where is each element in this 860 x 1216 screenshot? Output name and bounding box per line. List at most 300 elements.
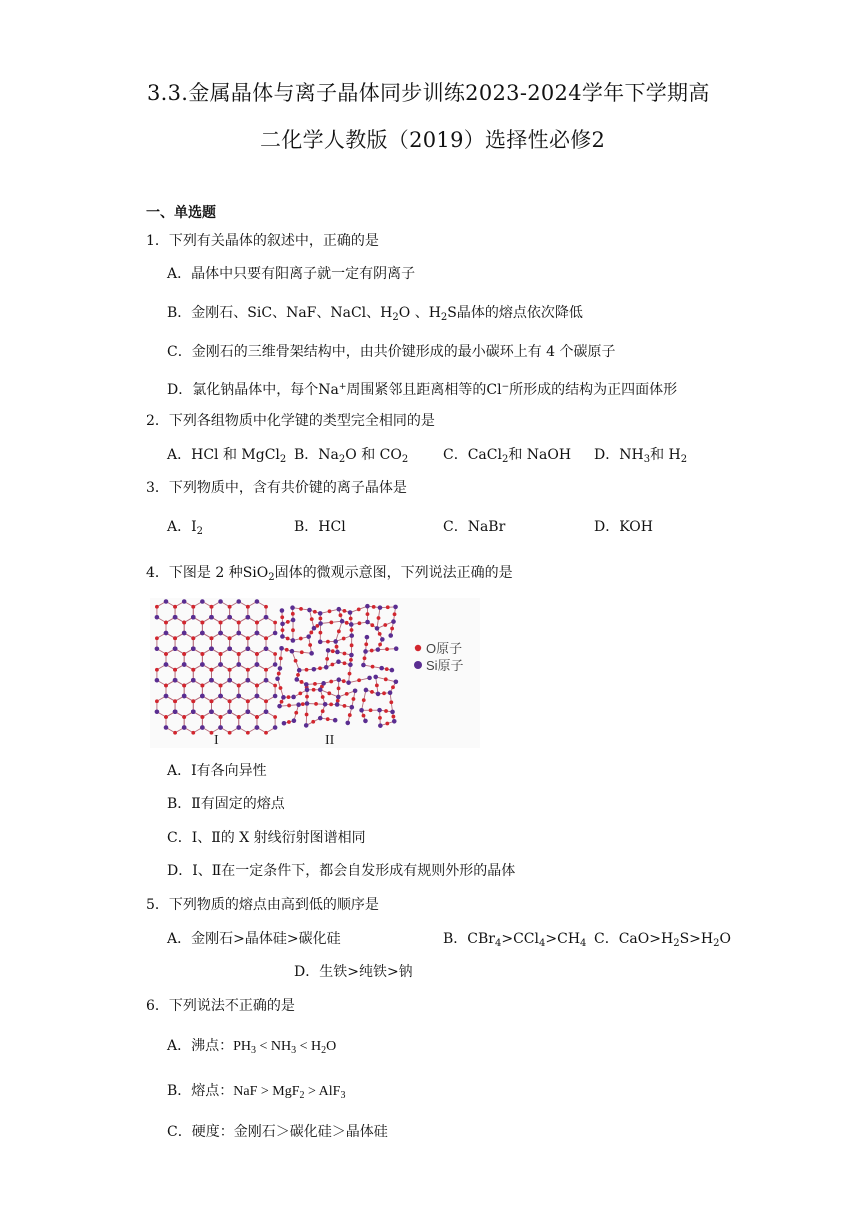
o-atom bbox=[273, 621, 277, 625]
o-atom bbox=[280, 615, 284, 619]
o-atom bbox=[246, 668, 250, 672]
question-1-option-b: B．金刚石、SiC、NaF、NaCl、$H_2O$ 、$H_2S$晶体的熔点依次降低 bbox=[167, 305, 583, 323]
o-atom bbox=[264, 668, 268, 672]
si-atom bbox=[318, 621, 323, 626]
o-atom bbox=[191, 636, 195, 640]
si-atom bbox=[273, 662, 278, 667]
o-atom bbox=[210, 731, 214, 735]
o-atom bbox=[299, 607, 303, 611]
si-atom bbox=[305, 688, 310, 693]
o-atom bbox=[329, 620, 333, 624]
question-6-option-c: C．硬度：金刚石＞碳化硅＞晶体硅 bbox=[167, 1124, 388, 1140]
o-atom bbox=[286, 620, 290, 624]
o-atom bbox=[377, 616, 381, 620]
si-atom bbox=[218, 631, 223, 636]
o-atom bbox=[313, 682, 317, 686]
si-atom bbox=[318, 716, 323, 721]
o-atom bbox=[362, 698, 366, 702]
question-5-option-d: D．生铁>纯铁>钠 bbox=[294, 964, 413, 980]
si-atom bbox=[335, 702, 340, 707]
si-atom bbox=[275, 676, 280, 681]
si-atom bbox=[155, 646, 160, 651]
o-atom bbox=[358, 621, 362, 625]
question-4-option-b: B．Ⅱ有固定的熔点 bbox=[167, 796, 285, 812]
o-atom bbox=[349, 658, 353, 662]
si-atom bbox=[337, 607, 342, 612]
si-atom bbox=[376, 647, 381, 652]
si-atom bbox=[200, 662, 205, 667]
si-atom bbox=[333, 639, 338, 644]
si-atom bbox=[378, 723, 383, 728]
o-atom bbox=[386, 605, 390, 609]
o-atom bbox=[228, 699, 232, 703]
o-atom bbox=[300, 680, 304, 684]
o-atom bbox=[305, 668, 309, 672]
o-atom bbox=[345, 692, 349, 696]
si-atom bbox=[375, 626, 380, 631]
si-atom bbox=[227, 646, 232, 651]
si-atom bbox=[236, 725, 241, 730]
o-atom bbox=[318, 617, 322, 621]
o-atom bbox=[342, 679, 346, 683]
si-atom bbox=[307, 608, 312, 613]
o-atom bbox=[182, 684, 186, 688]
o-atom bbox=[298, 692, 302, 696]
o-atom bbox=[273, 684, 277, 688]
si-atom bbox=[348, 610, 353, 615]
o-atom bbox=[343, 609, 347, 613]
o-atom bbox=[286, 637, 290, 641]
si-atom bbox=[296, 702, 301, 707]
si-atom bbox=[164, 694, 169, 699]
o-atom bbox=[370, 690, 374, 694]
si-atom bbox=[390, 668, 395, 673]
si-atom bbox=[280, 634, 285, 639]
si-atom bbox=[155, 678, 160, 683]
si-atom bbox=[321, 681, 326, 686]
si-atom bbox=[218, 694, 223, 699]
si-atom bbox=[349, 622, 354, 627]
o-atom bbox=[173, 699, 177, 703]
o-atom bbox=[210, 636, 214, 640]
si-atom bbox=[182, 599, 187, 604]
o-atom bbox=[291, 628, 295, 632]
si-atom bbox=[209, 615, 214, 620]
question-6-option-b: B．熔点：NaF > MgF$_2$ > AlF$_3$ bbox=[167, 1083, 346, 1101]
o-atom bbox=[164, 684, 168, 688]
o-atom bbox=[391, 685, 395, 689]
o-atom bbox=[321, 709, 325, 713]
si-atom bbox=[191, 646, 196, 651]
si-atom bbox=[155, 709, 160, 714]
question-5-option-a: A．金刚石>晶体硅>碳化硅 bbox=[167, 931, 341, 947]
o-atom bbox=[385, 722, 389, 726]
o-atom bbox=[305, 695, 309, 699]
o-atom bbox=[291, 612, 295, 616]
si-atom bbox=[191, 678, 196, 683]
si-atom bbox=[323, 702, 328, 707]
si-atom bbox=[246, 646, 251, 651]
si-atom bbox=[365, 635, 370, 640]
question-1-option-a: A．晶体中只要有阳离子就一定有阴离子 bbox=[167, 266, 416, 282]
si-atom bbox=[278, 666, 283, 671]
si-atom bbox=[255, 631, 260, 636]
o-atom bbox=[182, 715, 186, 719]
o-atom bbox=[246, 636, 250, 640]
o-atom bbox=[287, 695, 291, 699]
si-atom bbox=[312, 626, 317, 631]
o-atom bbox=[264, 731, 268, 735]
o-atom bbox=[191, 605, 195, 609]
question-3-option-d: D．KOH bbox=[594, 519, 653, 535]
o-atom bbox=[345, 621, 349, 625]
si-atom bbox=[200, 694, 205, 699]
si-atom bbox=[379, 666, 384, 671]
si-atom bbox=[200, 725, 205, 730]
o-atom bbox=[299, 637, 303, 641]
si-atom bbox=[218, 662, 223, 667]
question-6-option-a: A．沸点：$PH_3 < NH_3 < H_2O$ bbox=[167, 1038, 337, 1056]
si-atom bbox=[380, 637, 385, 642]
si-atom bbox=[306, 634, 311, 639]
si-atom bbox=[236, 662, 241, 667]
question-3-option-b: B．HCl bbox=[294, 519, 346, 535]
o-atom bbox=[385, 667, 389, 671]
o-atom bbox=[237, 715, 241, 719]
o-atom bbox=[300, 650, 304, 654]
o-atom bbox=[309, 631, 313, 635]
si-atom bbox=[182, 631, 187, 636]
question-3-option-a: A．$I_2$ bbox=[167, 519, 204, 537]
o-atom bbox=[384, 709, 388, 713]
o-atom bbox=[273, 652, 277, 656]
o-atom bbox=[273, 715, 277, 719]
o-atom bbox=[348, 672, 352, 676]
o-atom bbox=[335, 645, 339, 649]
si-atom bbox=[282, 721, 287, 726]
si-atom bbox=[227, 615, 232, 620]
o-atom bbox=[357, 607, 361, 611]
si-atom bbox=[173, 678, 178, 683]
o-atom bbox=[325, 657, 329, 661]
o-atom bbox=[219, 684, 223, 688]
si-atom bbox=[255, 694, 260, 699]
o-atom bbox=[372, 605, 376, 609]
question-4-option-d: D．Ⅰ、Ⅱ在一定条件下，都会自发形成有规则外形的晶体 bbox=[167, 863, 516, 879]
o-atom bbox=[279, 686, 283, 690]
o-atom bbox=[328, 609, 332, 613]
o-atom bbox=[155, 668, 159, 672]
question-2-stem: 2．下列各组物质中化学键的类型完全相同的是 bbox=[146, 413, 435, 429]
o-atom bbox=[337, 629, 341, 633]
si-atom bbox=[290, 649, 295, 654]
si-atom bbox=[390, 710, 395, 715]
si-atom bbox=[279, 646, 284, 651]
si-atom bbox=[291, 695, 296, 700]
si-atom bbox=[388, 633, 393, 638]
si-atom bbox=[365, 604, 370, 609]
si-atom bbox=[364, 688, 369, 693]
si-atom bbox=[292, 718, 297, 723]
o-atom bbox=[264, 636, 268, 640]
si-atom bbox=[394, 646, 399, 651]
si-atom bbox=[191, 709, 196, 714]
o-atom bbox=[287, 704, 291, 708]
si-atom bbox=[227, 709, 232, 714]
o-atom bbox=[228, 605, 232, 609]
si-atom bbox=[304, 682, 309, 687]
o-atom bbox=[200, 652, 204, 656]
o-atom bbox=[331, 649, 335, 653]
question-2-option-a: A．HCl 和 MgCl$_2$ bbox=[167, 447, 287, 465]
o-atom bbox=[191, 699, 195, 703]
si-atom bbox=[280, 608, 285, 613]
o-atom bbox=[182, 652, 186, 656]
si-atom bbox=[255, 662, 260, 667]
o-atom bbox=[329, 702, 333, 706]
si-atom bbox=[280, 622, 285, 627]
o-atom bbox=[326, 717, 330, 721]
o-atom bbox=[327, 691, 331, 695]
o-atom bbox=[364, 642, 368, 646]
si-atom bbox=[164, 725, 169, 730]
o-atom bbox=[326, 640, 330, 644]
si-atom bbox=[377, 708, 382, 713]
o-atom bbox=[155, 699, 159, 703]
si-atom bbox=[246, 709, 251, 714]
legend-o-label: O原子 bbox=[426, 641, 463, 656]
si-atom bbox=[348, 662, 353, 667]
o-atom bbox=[246, 605, 250, 609]
o-atom bbox=[389, 700, 393, 704]
si-atom bbox=[388, 690, 393, 695]
question-2-option-d: D．$NH_3$和 $H_2$ bbox=[594, 447, 688, 465]
o-atom bbox=[384, 677, 388, 681]
o-atom bbox=[343, 661, 347, 665]
si-atom bbox=[394, 679, 399, 684]
o-atom bbox=[237, 652, 241, 656]
o-atom bbox=[370, 649, 374, 653]
si-atom bbox=[173, 646, 178, 651]
o-atom bbox=[285, 648, 289, 652]
o-atom bbox=[382, 691, 386, 695]
o-atom bbox=[313, 610, 317, 614]
question-5-option-c: C．$CaO>H_2S>H_2O$ bbox=[594, 931, 731, 949]
o-atom bbox=[329, 680, 333, 684]
section-heading: 一、单选题 bbox=[146, 205, 216, 221]
si-atom bbox=[173, 615, 178, 620]
si-atom bbox=[218, 725, 223, 730]
question-1-stem: 1．下列有关晶体的叙述中，正确的是 bbox=[146, 233, 379, 249]
si-atom bbox=[182, 725, 187, 730]
si-atom bbox=[335, 650, 340, 655]
o-atom bbox=[342, 637, 346, 641]
o-atom bbox=[308, 643, 312, 647]
si-atom bbox=[291, 638, 296, 643]
formula-boiling-points: $PH_3 < NH_3 < H_2O$ bbox=[233, 1039, 337, 1056]
o-atom bbox=[305, 713, 309, 717]
o-atom bbox=[219, 652, 223, 656]
si-atom bbox=[227, 678, 232, 683]
o-atom bbox=[155, 636, 159, 640]
question-1-option-c: C．金刚石的三维骨架结构中，由共价键形成的最小碳环上有 4 个碳原子 bbox=[167, 344, 616, 360]
o-atom bbox=[321, 695, 325, 699]
o-atom bbox=[352, 697, 356, 701]
o-atom bbox=[255, 652, 259, 656]
si-atom bbox=[349, 653, 354, 658]
si-atom bbox=[294, 677, 299, 682]
formula-melting-points: NaF > MgF$_2$ > AlF$_3$ bbox=[233, 1084, 346, 1101]
o-atom bbox=[200, 715, 204, 719]
si-atom bbox=[209, 709, 214, 714]
si-atom bbox=[336, 695, 341, 700]
si-atom bbox=[340, 619, 345, 624]
si-atom bbox=[353, 689, 358, 694]
o-atom bbox=[366, 612, 370, 616]
si-atom bbox=[264, 615, 269, 620]
si-atom bbox=[393, 605, 398, 610]
si-atom bbox=[297, 668, 302, 673]
si-atom bbox=[164, 631, 169, 636]
o-atom bbox=[191, 668, 195, 672]
o-atom bbox=[164, 652, 168, 656]
o-atom bbox=[173, 636, 177, 640]
o-atom bbox=[228, 636, 232, 640]
si-atom bbox=[367, 676, 372, 681]
o-atom bbox=[294, 659, 298, 663]
si-atom bbox=[359, 708, 364, 713]
o-atom bbox=[287, 720, 291, 724]
question-3-stem: 3．下列物质中，含有共价键的离子晶体是 bbox=[146, 480, 407, 496]
si-atom bbox=[277, 704, 282, 709]
o-atom bbox=[294, 711, 298, 715]
figure-label-1: I bbox=[214, 733, 219, 748]
si-atom bbox=[209, 646, 214, 651]
o-atom bbox=[385, 647, 389, 651]
legend-si-dot bbox=[414, 661, 422, 669]
o-atom bbox=[264, 699, 268, 703]
o-atom bbox=[393, 612, 397, 616]
question-5-option-b: B．$CBr_4>CCl_4>CH_4$ bbox=[443, 931, 587, 949]
si-atom bbox=[365, 620, 370, 625]
si-atom bbox=[173, 709, 178, 714]
o-atom bbox=[277, 672, 281, 676]
o-atom bbox=[237, 684, 241, 688]
question-1-option-d: D．氯化钠晶体中，每个Na+周围紧邻且距离相等的Cl−所形成的结构为正四面体形 bbox=[167, 382, 678, 398]
title-line-2: 二化学人教版（2019）选择性必修2 bbox=[260, 128, 606, 152]
o-atom bbox=[343, 704, 347, 708]
o-atom bbox=[173, 731, 177, 735]
o-atom bbox=[339, 613, 343, 617]
si-atom bbox=[361, 663, 366, 668]
o-atom bbox=[210, 699, 214, 703]
o-atom bbox=[370, 623, 374, 627]
si-atom bbox=[363, 719, 368, 724]
si-atom bbox=[155, 615, 160, 620]
si-atom bbox=[273, 694, 278, 699]
si-atom bbox=[255, 599, 260, 604]
si-atom bbox=[318, 687, 323, 692]
si-atom bbox=[333, 718, 338, 723]
figure-label-2: II bbox=[325, 733, 335, 748]
o-atom bbox=[371, 665, 375, 669]
si-atom bbox=[281, 695, 286, 700]
o-atom bbox=[391, 715, 395, 719]
si-atom bbox=[324, 665, 329, 670]
si-atom bbox=[350, 705, 355, 710]
o-atom bbox=[255, 621, 259, 625]
o-atom bbox=[219, 715, 223, 719]
si-atom bbox=[182, 662, 187, 667]
si-atom bbox=[326, 648, 331, 653]
legend-si-label: Si原子 bbox=[426, 658, 464, 673]
o-atom bbox=[348, 713, 352, 717]
o-atom bbox=[182, 621, 186, 625]
o-atom bbox=[357, 678, 361, 682]
si-atom bbox=[373, 675, 378, 680]
o-atom bbox=[350, 643, 354, 647]
o-atom bbox=[246, 699, 250, 703]
si-atom bbox=[318, 640, 323, 645]
si-atom bbox=[236, 599, 241, 604]
o-atom bbox=[343, 652, 347, 656]
si-atom bbox=[164, 662, 169, 667]
question-4-option-c: C．Ⅰ、Ⅱ的 X 射线衍射图谱相同 bbox=[167, 830, 366, 846]
o-atom bbox=[200, 684, 204, 688]
si-atom bbox=[264, 678, 269, 683]
o-atom bbox=[312, 688, 316, 692]
o-atom bbox=[255, 684, 259, 688]
si-atom bbox=[312, 667, 317, 672]
si-atom bbox=[164, 599, 169, 604]
o-atom bbox=[246, 731, 250, 735]
si-atom bbox=[273, 631, 278, 636]
title-line-1: 3.3.金属晶体与离子晶体同步训练2023-2024学年下学期高 bbox=[147, 81, 710, 105]
si-atom bbox=[236, 694, 241, 699]
si-atom bbox=[349, 633, 354, 638]
o-atom bbox=[378, 643, 382, 647]
si-atom bbox=[236, 631, 241, 636]
si-atom bbox=[291, 618, 296, 623]
si-atom bbox=[363, 649, 368, 654]
sio2-structure-figure bbox=[150, 598, 480, 748]
si-atom bbox=[378, 605, 383, 610]
o-atom bbox=[219, 621, 223, 625]
si-atom bbox=[392, 719, 397, 724]
o-atom bbox=[378, 632, 382, 636]
o-atom bbox=[173, 668, 177, 672]
si-atom bbox=[218, 599, 223, 604]
si-atom bbox=[309, 651, 314, 656]
o-atom bbox=[362, 714, 366, 718]
o-atom bbox=[314, 702, 318, 706]
si-atom bbox=[200, 599, 205, 604]
o-atom bbox=[311, 720, 315, 724]
o-atom bbox=[378, 716, 382, 720]
question-2-option-c: C．CaCl$_2$和 NaOH bbox=[443, 447, 572, 465]
si-atom bbox=[318, 611, 323, 616]
si-atom bbox=[305, 701, 310, 706]
o-atom bbox=[279, 656, 283, 660]
o-atom bbox=[173, 605, 177, 609]
si-atom bbox=[391, 619, 396, 624]
o-atom bbox=[383, 623, 387, 627]
o-atom bbox=[318, 666, 322, 670]
si-atom bbox=[304, 723, 309, 728]
o-atom bbox=[337, 686, 341, 690]
si-atom bbox=[273, 725, 278, 730]
question-2-option-b: B．$Na_2O$ 和 $CO_2$ bbox=[294, 447, 409, 465]
